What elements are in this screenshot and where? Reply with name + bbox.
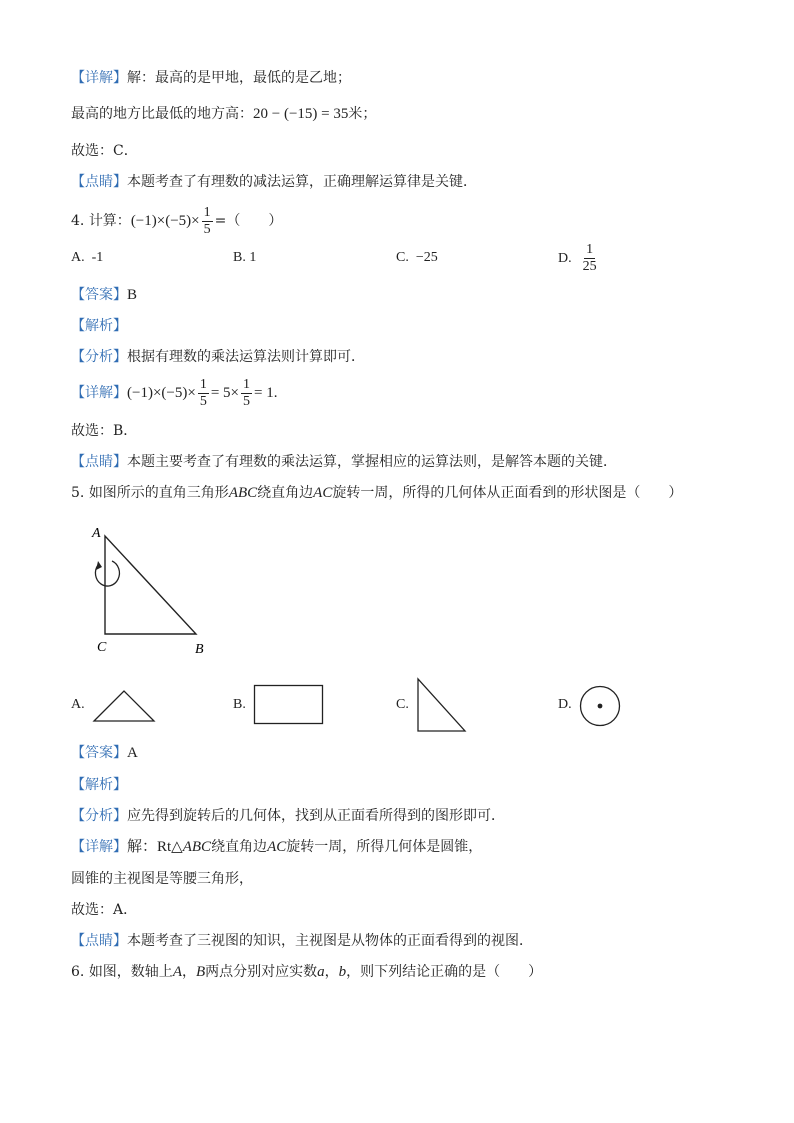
question-number: 6. bbox=[71, 964, 85, 980]
q4-option-a bbox=[71, 250, 103, 266]
q4-answer-line bbox=[71, 285, 137, 305]
q3-comment-line bbox=[71, 172, 477, 192]
analyze-tag: 【分析】 bbox=[71, 349, 127, 365]
detail-fraction-2 bbox=[241, 377, 252, 410]
stem-var-a: a bbox=[317, 964, 325, 980]
analyze-tag: 【分析】 bbox=[71, 808, 127, 824]
stem-text-1: 如图所示的直角三角形 bbox=[88, 485, 229, 501]
detail-text-2: 绕直角边 bbox=[211, 839, 268, 855]
question-number: 5. bbox=[71, 485, 85, 501]
q4-choose-line: 故选：B． bbox=[71, 423, 138, 439]
vertex-label-a: A bbox=[92, 526, 101, 541]
stem-text-1: 如图，数轴上 bbox=[88, 964, 173, 980]
comment-text: 本题考查了三视图的知识，主视图是从物体的正面看得到的视图． bbox=[127, 933, 533, 949]
q5-detail-line bbox=[71, 837, 482, 857]
stem-var-abc: ABC bbox=[228, 485, 258, 501]
q5-option-b-label: B. bbox=[233, 697, 246, 712]
fraction-denominator: 25 bbox=[582, 259, 597, 275]
option-fraction bbox=[581, 242, 599, 275]
q5-analysis-tag: 【解析】 bbox=[71, 777, 127, 793]
q5-option-c-label: C. bbox=[396, 697, 409, 712]
fraction-numerator: 1 bbox=[586, 242, 594, 258]
fraction-denominator: 5 bbox=[199, 393, 207, 409]
diff-text: 最高的地方比最低的地方高： bbox=[71, 106, 253, 122]
stem-text-2: 绕直角边 bbox=[257, 485, 314, 501]
q5-answer-line bbox=[71, 743, 138, 763]
analyze-text: 应先得到旋转后的几何体，找到从正面看所得到的图形即可． bbox=[127, 808, 505, 824]
q5-stem bbox=[71, 483, 682, 503]
q5-option-b-rectangle bbox=[253, 684, 325, 726]
q3-detail-line bbox=[71, 68, 351, 88]
detail-text: 解：最高的是甲地，最低的是乙地； bbox=[127, 70, 351, 86]
q4-comment-line bbox=[71, 452, 617, 472]
q4-analysis-tag: 【解析】 bbox=[71, 318, 127, 334]
option-letter: B. bbox=[233, 250, 246, 265]
option-letter: D. bbox=[558, 251, 572, 266]
detail-tag: 【详解】 bbox=[71, 385, 127, 401]
stem-var-a-point: A bbox=[172, 964, 182, 980]
stem-var-b-point: B bbox=[195, 964, 206, 980]
detail-mid: = 5× bbox=[210, 385, 239, 401]
option-letter: A. bbox=[71, 250, 85, 265]
q4-analyze-line bbox=[71, 347, 365, 367]
right-triangle-abc bbox=[105, 536, 196, 634]
fraction-numerator: 1 bbox=[203, 204, 211, 220]
detail-tag: 【详解】 bbox=[71, 839, 127, 855]
detail-tag: 【详解】 bbox=[71, 70, 127, 86]
stem-separator: ， bbox=[324, 964, 339, 980]
comment-tag: 【点睛】 bbox=[71, 933, 127, 949]
q5-choose-line: 故选：A． bbox=[71, 902, 138, 918]
option-letter: C. bbox=[396, 250, 409, 265]
q5-analyze-line bbox=[71, 806, 505, 826]
stem-prefix: 计算： bbox=[88, 213, 131, 229]
detail-end: = 1. bbox=[254, 385, 278, 401]
stem-suffix: =（ ） bbox=[214, 213, 283, 229]
diff-formula: 20 − (−15) = 35 bbox=[253, 106, 349, 122]
detail-text-1: 解：Rt△ bbox=[127, 839, 183, 855]
q4-option-b bbox=[233, 250, 256, 266]
q5-option-d-circle-with-center bbox=[578, 684, 622, 728]
stem-fraction bbox=[202, 205, 213, 238]
detail-var-ac: AC bbox=[267, 839, 287, 855]
stem-text-2: 两点分别对应实数 bbox=[205, 964, 318, 980]
q4-option-d bbox=[558, 240, 601, 278]
stem-var-ac: AC bbox=[313, 485, 333, 501]
answer-tag: 【答案】 bbox=[71, 287, 127, 303]
q5-option-a-label: A. bbox=[71, 697, 85, 712]
option-value: −25 bbox=[415, 250, 438, 265]
analyze-text: 根据有理数的乘法运算法则计算即可． bbox=[127, 349, 365, 365]
stem-separator: ， bbox=[181, 964, 196, 980]
comment-tag: 【点睛】 bbox=[71, 174, 127, 190]
answer-value: A bbox=[127, 745, 138, 761]
q4-stem bbox=[71, 204, 282, 238]
fraction-denominator: 5 bbox=[203, 221, 211, 237]
answer-value: B bbox=[127, 287, 138, 303]
q5-option-a-isosceles-triangle bbox=[92, 688, 158, 724]
detail-expr: (−1)×(−5)× bbox=[127, 385, 196, 401]
option-value: 1 bbox=[249, 250, 257, 265]
diff-unit: 米； bbox=[348, 106, 377, 122]
q5-comment-line bbox=[71, 931, 533, 951]
detail-var-abc: ABC bbox=[182, 839, 212, 855]
q4-detail-line bbox=[71, 376, 277, 410]
stem-expr: (−1)×(−5)× bbox=[130, 213, 200, 229]
fraction-numerator: 1 bbox=[199, 376, 207, 392]
q5-option-c-right-triangle bbox=[415, 677, 469, 733]
comment-text: 本题主要考查了有理数的乘法运算，掌握相应的运算法则，是解答本题的关键． bbox=[127, 454, 617, 470]
q3-diff-line bbox=[71, 104, 376, 124]
q5-triangle-figure bbox=[80, 518, 220, 663]
stem-var-b: b bbox=[338, 964, 347, 980]
detail-text-3: 旋转一周，所得几何体是圆锥， bbox=[286, 839, 483, 855]
detail-fraction-1 bbox=[198, 377, 209, 410]
q3-choose-line: 故选：C． bbox=[71, 143, 138, 159]
q5-detail-line-2: 圆锥的主视图是等腰三角形， bbox=[71, 871, 253, 887]
answer-tag: 【答案】 bbox=[71, 745, 127, 761]
question-number: 4. bbox=[71, 213, 85, 229]
vertex-label-b: B bbox=[195, 642, 204, 657]
fraction-denominator: 5 bbox=[243, 393, 250, 409]
q5-option-d-label: D. bbox=[558, 697, 572, 712]
q6-stem bbox=[71, 962, 542, 982]
stem-text-3: ，则下列结论正确的是（ ） bbox=[346, 964, 543, 980]
stem-text-3: 旋转一周，所得的几何体从正面看到的形状图是（ ） bbox=[332, 485, 683, 501]
comment-tag: 【点睛】 bbox=[71, 454, 127, 470]
fraction-numerator: 1 bbox=[243, 376, 250, 392]
vertex-label-c: C bbox=[97, 640, 107, 655]
q4-option-c bbox=[396, 250, 438, 266]
option-value: -1 bbox=[91, 250, 104, 265]
comment-text: 本题考查了有理数的减法运算，正确理解运算律是关键． bbox=[127, 174, 477, 190]
